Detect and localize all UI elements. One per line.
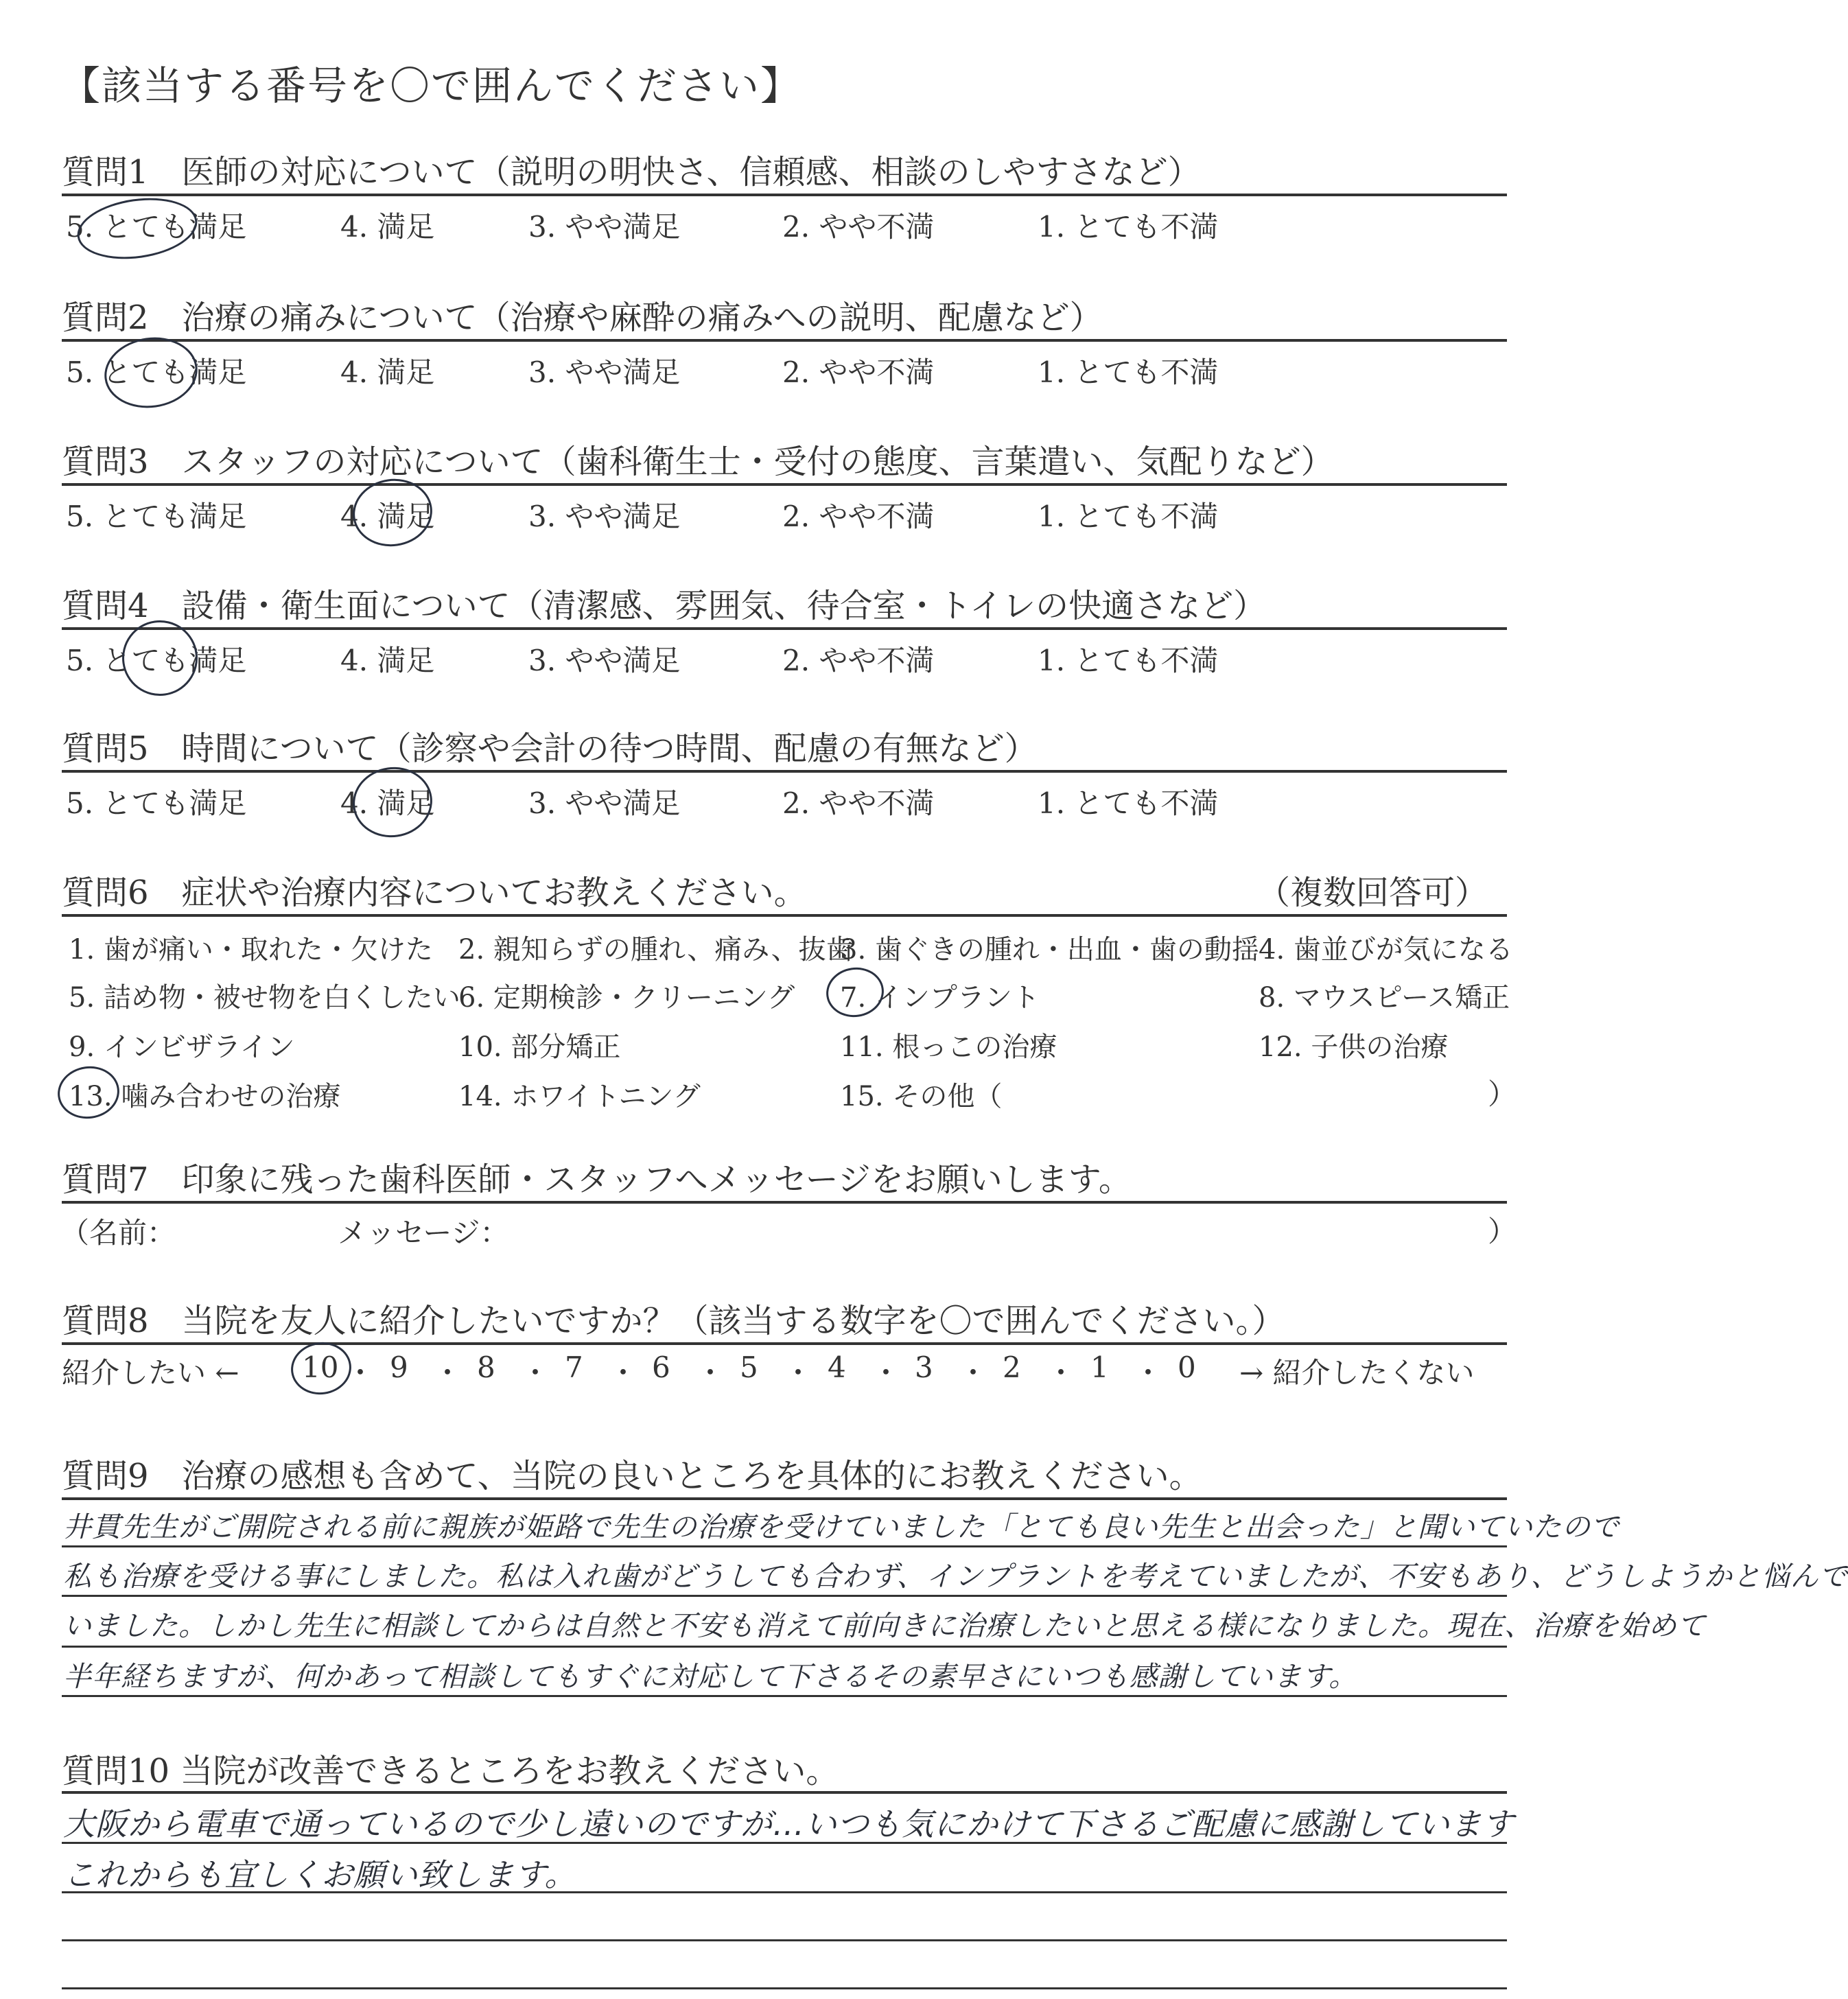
q9-answer-line-1: 井貫先生がご開院される前に親族が姫路で先生の治療を受けていました「とても良い先生と出会った」と聞いていたので [63,1510,1619,1543]
q10-answer-rule-3 [62,1939,1507,1941]
scale-separator: ・ [696,1356,725,1390]
q6-item-14[interactable]: 14. ホワイトニング [458,1081,701,1112]
q7-close-paren: ） [1488,1215,1517,1248]
q3-option-4[interactable]: 4. 満足 [340,500,435,533]
q9-answer-rule-3 [62,1646,1507,1648]
q10-answer-rule-2 [62,1891,1507,1893]
q6-item-4[interactable]: 4. 歯並びが気になる [1259,934,1513,966]
q3-option-1[interactable]: 1. とても不満 [1038,500,1219,533]
q6-item-2[interactable]: 2. 親知らずの腫れ、痛み、抜歯 [458,934,854,966]
q5-option-2[interactable]: 2. やや不満 [782,786,935,820]
q4-option-2[interactable]: 2. やや不満 [782,644,935,677]
q9-answer-rule-2 [62,1595,1507,1597]
q1-option-3[interactable]: 3. やや満足 [528,210,681,244]
q1-option-1[interactable]: 1. とても不満 [1038,210,1219,244]
q6-item-8[interactable]: 8. マウスピース矯正 [1259,982,1510,1014]
q6-item-3[interactable]: 3. 歯ぐきの腫れ・出血・歯の動揺 [840,934,1259,966]
scale-separator: ・ [1134,1356,1163,1390]
question-7-title: 質問7 印象に残った歯科医師・スタッフへメッセージをお願いします。 [62,1160,1132,1199]
scale-value-1[interactable]: 1 [1090,1351,1109,1384]
scale-separator: ・ [1046,1356,1076,1390]
q6-item-13[interactable]: 13. 噛み合わせの治療 [69,1081,341,1112]
scale-value-8[interactable]: 8 [477,1351,495,1384]
q6-item-15[interactable]: 15. その他（ [840,1081,1003,1112]
scale-separator: ・ [872,1356,901,1390]
q2-selection-mark [100,331,202,414]
q2-option-2[interactable]: 2. やや不満 [782,355,935,389]
q2-option-1[interactable]: 1. とても不満 [1038,355,1219,389]
question-6-rule [62,914,1507,917]
scale-separator: ・ [521,1356,550,1390]
q9-answer-line-4: 半年経ちますが、何かあって相談してもすぐに対応して下さるその素早さにいつも感謝しています。 [63,1660,1358,1693]
page-heading: 【該当する番号を〇で囲んでください】 [60,62,802,109]
q6-item-12[interactable]: 12. 子供の治療 [1259,1031,1449,1063]
question-1-rule [62,194,1507,196]
scale-value-0[interactable]: 0 [1178,1351,1196,1384]
question-5-title: 質問5 時間について（診察や会計の待つ時間、配慮の有無など） [62,729,1038,768]
q8-right-label: → 紹介したくない [1239,1356,1475,1390]
question-3-title: 質問3 スタッフの対応について（歯科衛生士・受付の態度、言葉遣い、気配りなど） [62,443,1334,481]
q1-option-2[interactable]: 2. やや不満 [782,210,935,244]
q2-option-4[interactable]: 4. 満足 [340,355,435,389]
q9-answer-rule-1 [62,1545,1507,1547]
q1-option-4[interactable]: 4. 満足 [340,210,435,244]
q3-option-5[interactable]: 5. とても満足 [66,500,247,533]
q6-item-7[interactable]: 7. インプラント [840,982,1040,1014]
scale-value-2[interactable]: 2 [1003,1351,1021,1384]
q8-left-label: 紹介したい ← [62,1356,239,1390]
q2-option-3[interactable]: 3. やや満足 [528,355,681,389]
scale-value-3[interactable]: 3 [915,1351,933,1384]
scale-separator: ・ [346,1356,375,1390]
question-7-rule [62,1201,1507,1204]
q9-answer-line-3: いました。しかし先生に相談してからは自然と不安も消えて前向きに治療したいと思える様になりました。現在、治療を始めて [63,1609,1706,1642]
question-8-rule [62,1342,1507,1345]
scale-separator: ・ [609,1356,638,1390]
question-10-title: 質問10 当院が改善できるところをお教えください。 [62,1752,839,1790]
q10-answer-rule-1 [62,1842,1507,1844]
q6-item-10[interactable]: 10. 部分矯正 [458,1031,621,1063]
question-3-rule [62,483,1507,486]
q4-option-3[interactable]: 3. やや満足 [528,644,681,677]
q1-selection-mark [73,191,201,266]
question-9-rule [62,1497,1507,1500]
scale-value-9[interactable]: 9 [390,1351,408,1384]
q6-item-5[interactable]: 5. 詰め物・被せ物を白くしたい [69,982,460,1014]
question-1-title: 質問1 医師の対応について（説明の明快さ、信頼感、相談のしやすさなど） [62,153,1201,191]
q5-selection-mark [348,762,436,842]
question-9-title: 質問9 治療の感想も含めて、当院の良いところを具体的にお教えください。 [62,1457,1202,1495]
question-10-rule [62,1791,1507,1794]
q8-selection-mark [288,1338,355,1399]
q6-item-6[interactable]: 6. 定期検診・クリーニング [458,982,795,1014]
scale-separator: ・ [784,1356,813,1390]
question-4-title: 質問4 設備・衛生面について（清潔感、雰囲気、待合室・トイレの快適さなど） [62,587,1267,625]
q6-item-11[interactable]: 11. 根っこの治療 [840,1031,1057,1063]
q6-item-9[interactable]: 9. インビザライン [69,1031,295,1063]
q4-option-4[interactable]: 4. 満足 [340,644,435,677]
q5-option-3[interactable]: 3. やや満足 [528,786,681,820]
q3-option-3[interactable]: 3. やや満足 [528,500,681,533]
scale-value-10[interactable]: 10 [302,1351,339,1384]
q10-answer-line-2: これからも宜しくお願い致します。 [63,1856,577,1893]
scale-value-6[interactable]: 6 [652,1351,670,1384]
scale-separator: ・ [959,1356,988,1390]
scale-value-5[interactable]: 5 [740,1351,758,1384]
q3-option-2[interactable]: 2. やや不満 [782,500,935,533]
question-5-rule [62,770,1507,773]
q4-option-1[interactable]: 1. とても不満 [1038,644,1219,677]
question-4-rule [62,627,1507,630]
scale-separator: ・ [433,1356,463,1390]
q7-message-label: メッセージ： [338,1216,509,1250]
question-2-title: 質問2 治療の痛みについて（治療や麻酔の痛みへの説明、配慮など） [62,299,1103,337]
q5-option-5[interactable]: 5. とても満足 [66,786,247,820]
q2-option-5[interactable]: 5. とても満足 [66,355,247,389]
q9-answer-line-2: 私も治療を受ける事にしました。私は入れ歯がどうしても合わず、インプラントを考えていましたが、不安もあり、どうしようかと悩んで [63,1560,1848,1593]
scale-value-7[interactable]: 7 [565,1351,583,1384]
q10-answer-rule-4 [62,1987,1507,1989]
q7-name-label: （名前： [60,1216,176,1250]
question-6-title: 質問6 症状や治療内容についてお教えください。 [62,874,807,912]
q5-option-4[interactable]: 4. 満足 [340,786,435,820]
q1-option-5[interactable]: 5. とても満足 [66,210,247,244]
scale-value-4[interactable]: 4 [828,1351,846,1384]
q10-answer-line-1: 大阪から電車で通っているので少し遠いのですが…いつも気にかけて下さるご配慮に感謝しています [63,1805,1514,1843]
q4-option-5[interactable]: 5. とても満足 [66,644,247,677]
question-8-title: 質問8 当院を友人に紹介したいですか？（該当する数字を〇で囲んでください。） [62,1302,1285,1340]
question-6-note: （複数回答可） [1257,874,1488,912]
question-2-rule [62,339,1507,342]
q6-item-1[interactable]: 1. 歯が痛い・取れた・欠けた [69,934,433,966]
q9-answer-rule-4 [62,1695,1507,1697]
q5-option-1[interactable]: 1. とても不満 [1038,786,1219,820]
q6-other-close-paren: ） [1488,1077,1517,1111]
